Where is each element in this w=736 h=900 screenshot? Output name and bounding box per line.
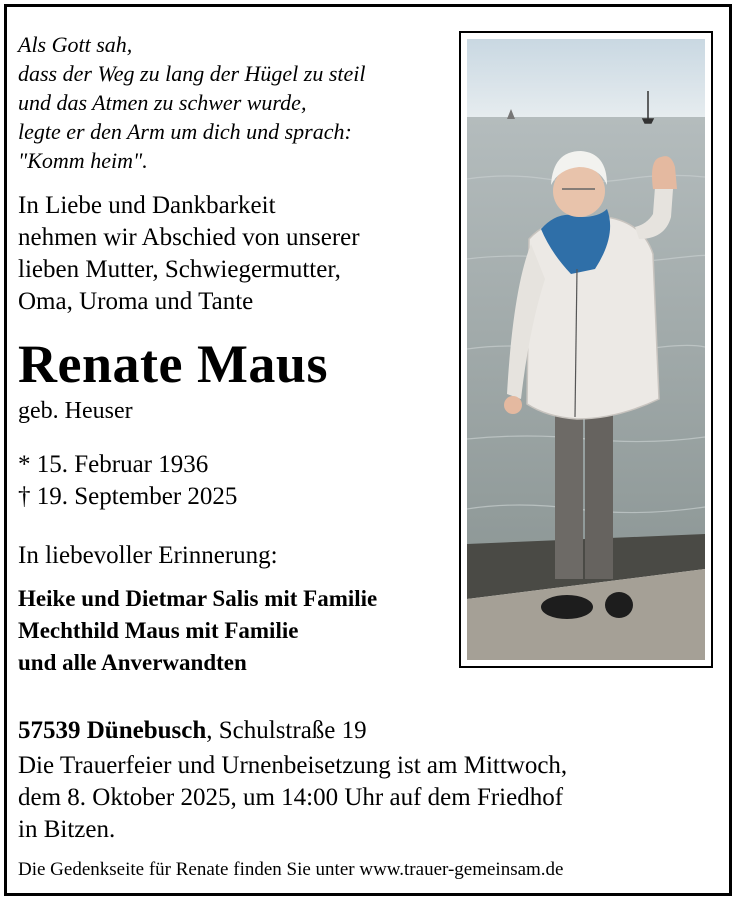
- address-street: , Schulstraße 19: [206, 717, 367, 744]
- right-shoe: [605, 592, 633, 618]
- intro-line: In Liebe und Dankbarkeit: [18, 192, 276, 219]
- right-leg: [585, 409, 613, 579]
- birth-name: geb. Heuser: [18, 398, 133, 424]
- address: [18, 715, 367, 747]
- left-shoe: [541, 595, 593, 619]
- memory-heading: In liebevoller Erinnerung:: [18, 542, 278, 569]
- poem-line: "Komm heim".: [18, 148, 148, 173]
- intro-line: nehmen wir Abschied von unserer: [18, 224, 360, 251]
- sky: [467, 39, 705, 117]
- poem-line: legte er den Arm um dich und sprach:: [18, 119, 352, 144]
- birth-date: * 15. Februar 1936: [18, 451, 209, 478]
- intro-line: Oma, Uroma und Tante: [18, 288, 254, 315]
- left-leg: [555, 409, 583, 579]
- poem-line: und das Atmen zu schwer wurde,: [18, 90, 307, 115]
- portrait-photo-frame: [459, 31, 713, 668]
- ceremony-line: in Bitzen.: [18, 816, 116, 843]
- poem-line: Als Gott sah,: [18, 32, 133, 57]
- life-dates: [18, 449, 237, 513]
- mourner-line: Heike und Dietmar Salis mit Familie: [18, 586, 378, 611]
- intro-text: [18, 190, 360, 318]
- memorial-page-note: Die Gedenkseite für Renate finden Sie unter www.trauer-gemeinsam.de: [18, 859, 564, 880]
- address-town: 57539 Dünebusch: [18, 717, 207, 744]
- ceremony-line: dem 8. Oktober 2025, um 14:00 Uhr auf dem Friedhof: [18, 784, 564, 811]
- deceased-name: Renate Maus: [18, 334, 328, 394]
- intro-line: lieben Mutter, Schwiegermutter,: [18, 256, 341, 283]
- mourner-line: und alle Anverwandten: [18, 650, 247, 675]
- left-hand: [504, 396, 522, 414]
- death-date: † 19. September 2025: [18, 483, 238, 510]
- poem-line: dass der Weg zu lang der Hügel zu steil: [18, 61, 366, 86]
- mourner-line: Mechthild Maus mit Familie: [18, 618, 299, 643]
- mourners-list: [18, 583, 377, 679]
- ceremony-info: [18, 750, 567, 846]
- ceremony-line: Die Trauerfeier und Urnenbeisetzung ist am Mittwoch,: [18, 752, 568, 779]
- poem: [18, 30, 366, 175]
- portrait-photo: [467, 39, 705, 660]
